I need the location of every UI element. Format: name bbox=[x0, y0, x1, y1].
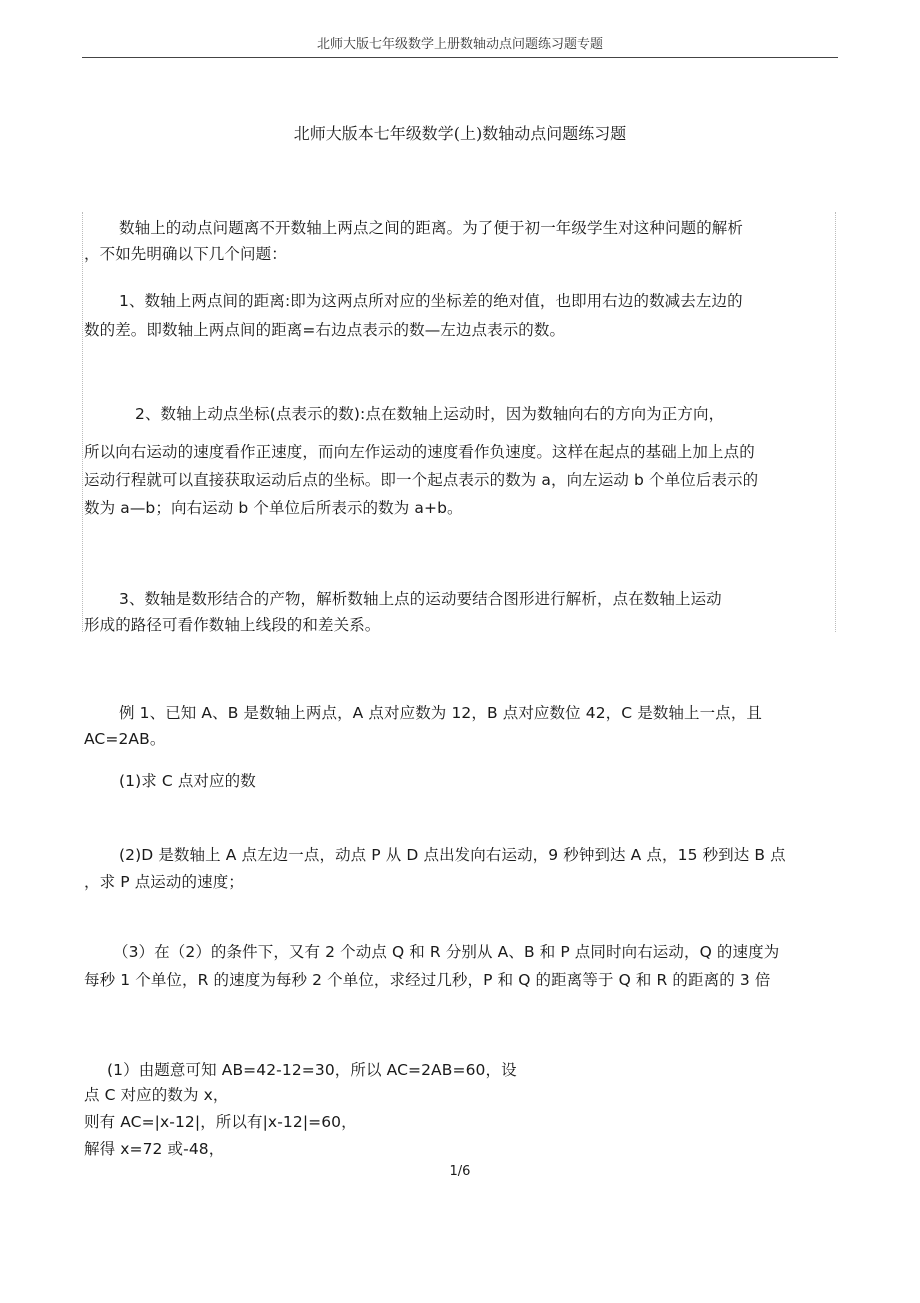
example-1-question-2-line-1: (2)D 是数轴上 A 点左边一点，动点 P 从 D 点出发向右运动，9 秒钟到达 A 点，15 秒到达 B 点 bbox=[119, 846, 786, 864]
point-1-line-1: 1、数轴上两点间的距离:即为这两点所对应的坐标差的绝对值，也即用右边的数减去左边的 bbox=[119, 292, 743, 310]
solution-line-3: 则有 AC=|x-12|，所以有|x-12|=60， bbox=[84, 1113, 357, 1131]
point-1-line-2: 数的差。即数轴上两点间的距离=右边点表示的数—左边点表示的数。 bbox=[84, 321, 566, 339]
left-margin-guide bbox=[82, 212, 83, 632]
point-2-line-3: 运动行程就可以直接获取运动后点的坐标。即一个起点表示的数为 a，向左运动 b 个单位后表示的 bbox=[84, 471, 759, 489]
example-1-question-2-line-2: ，求 P 点运动的速度； bbox=[84, 873, 244, 891]
point-2-line-4: 数为 a—b；向右运动 b 个单位后所表示的数为 a+b。 bbox=[84, 499, 463, 517]
solution-line-4: 解得 x=72 或-48， bbox=[84, 1140, 225, 1158]
right-margin-guide bbox=[835, 212, 836, 632]
document-title: 北师大版本七年级数学(上)数轴动点问题练习题 bbox=[293, 124, 627, 143]
point-3-line-1: 3、数轴是数形结合的产物，解析数轴上点的运动要结合图形进行解析，点在数轴上运动 bbox=[119, 590, 722, 608]
running-header: 北师大版七年级数学上册数轴动点问题练习题专题 bbox=[316, 37, 603, 52]
example-1-question-1: (1)求 C 点对应的数 bbox=[119, 772, 256, 790]
example-1-line-2: AC=2AB。 bbox=[84, 730, 166, 748]
intro-line-2: ，不如先明确以下几个问题： bbox=[84, 245, 287, 263]
solution-line-2: 点 C 对应的数为 x， bbox=[84, 1086, 229, 1104]
example-1-question-3-line-1: （3）在（2）的条件下，又有 2 个动点 Q 和 R 分别从 A、B 和 P 点同时向右运动，Q 的速度为 bbox=[113, 943, 780, 961]
example-1-line-1: 例 1、已知 A、B 是数轴上两点，A 点对应数为 12，B 点对应数位 42，C 是数轴上一点，且 bbox=[119, 704, 763, 722]
point-2-line-1: 2、数轴上动点坐标(点表示的数):点在数轴上运动时，因为数轴向右的方向为正方向， bbox=[135, 405, 725, 423]
page-number: 1/6 bbox=[449, 1164, 471, 1179]
intro-line-1: 数轴上的动点问题离不开数轴上两点之间的距离。为了便于初一年级学生对这种问题的解析 bbox=[119, 219, 744, 237]
solution-line-1: (1）由题意可知 AB=42-12=30，所以 AC=2AB=60，设 bbox=[107, 1061, 517, 1079]
point-2-line-2: 所以向右运动的速度看作正速度，而向左作运动的速度看作负速度。这样在起点的基础上加上点的 bbox=[84, 443, 755, 461]
header-rule bbox=[82, 57, 838, 58]
example-1-question-3-line-2: 每秒 1 个单位，R 的速度为每秒 2 个单位，求经过几秒，P 和 Q 的距离等于 Q 和 R 的距离的 3 倍 bbox=[84, 971, 771, 989]
point-3-line-2: 形成的路径可看作数轴上线段的和差关系。 bbox=[84, 616, 381, 634]
